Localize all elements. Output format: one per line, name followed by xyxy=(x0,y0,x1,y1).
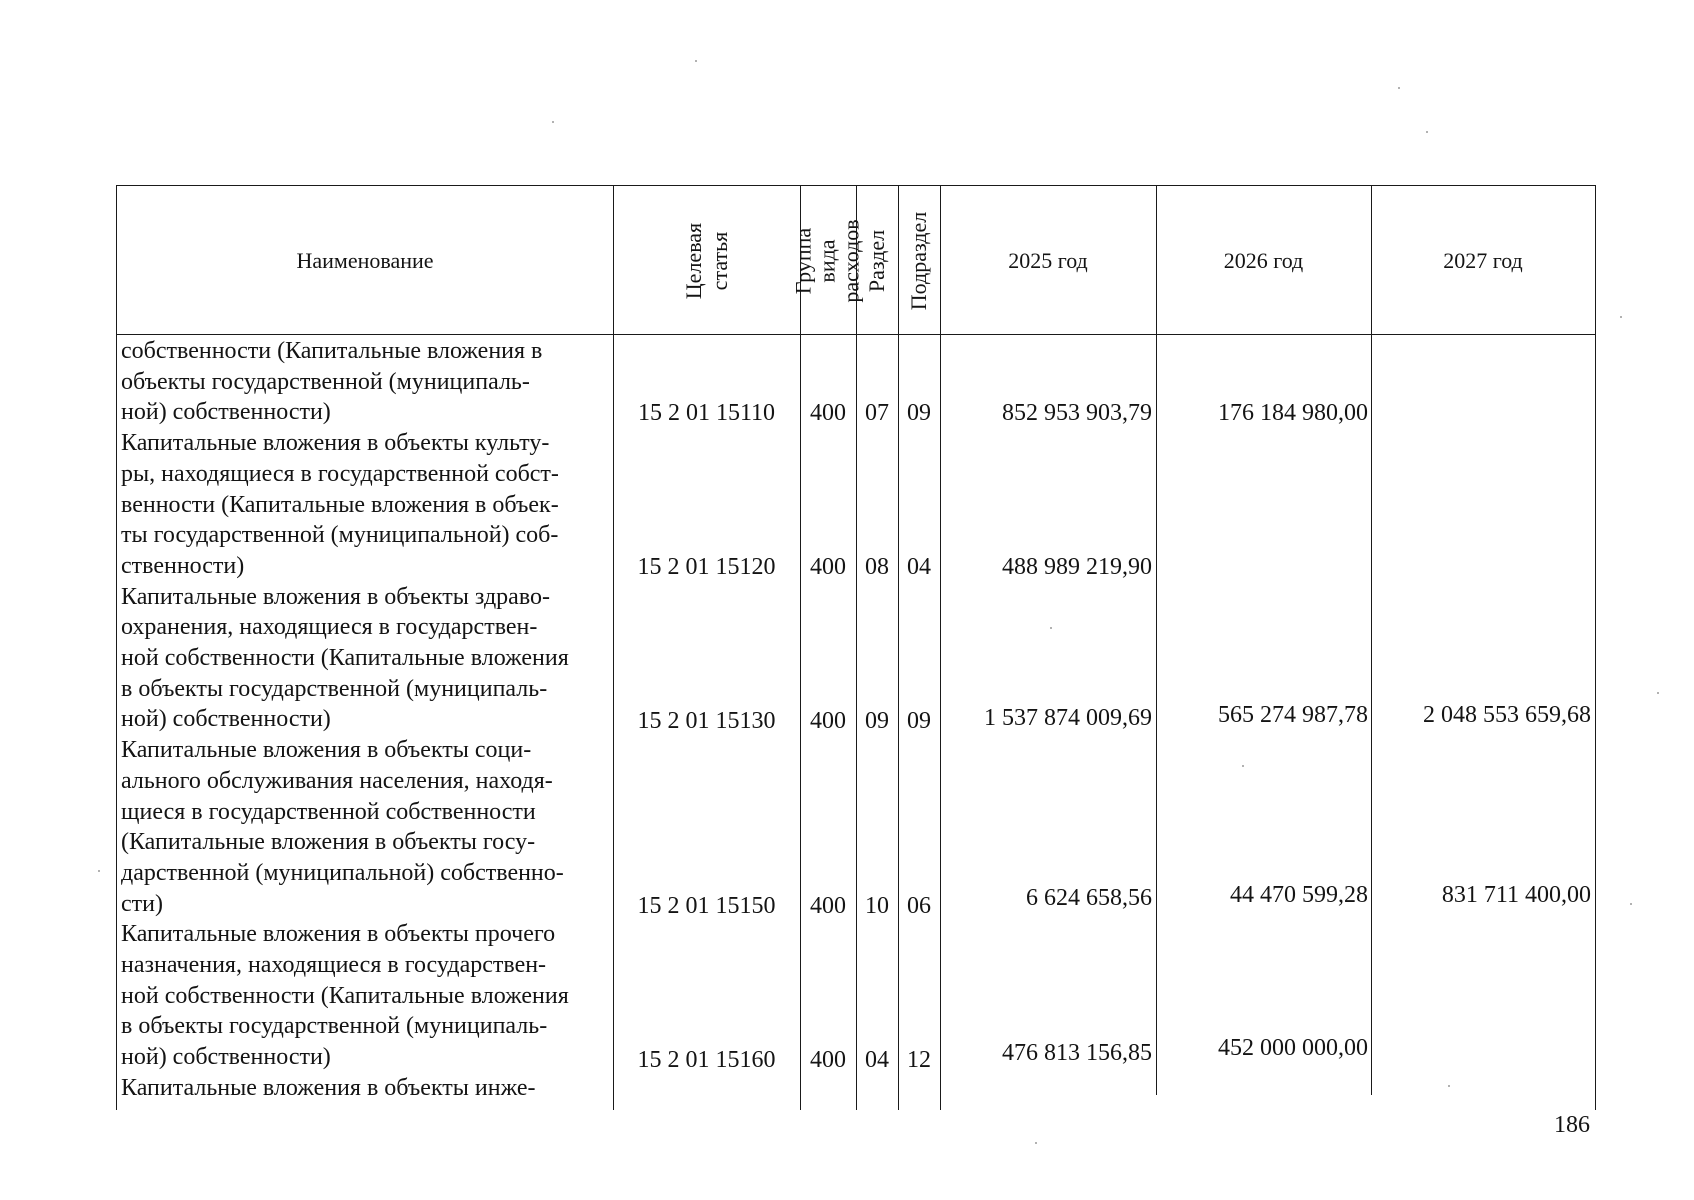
name-line: Капитальные вложения в объекты культу- xyxy=(121,430,550,457)
scan-speck xyxy=(1426,131,1428,133)
scan-speck xyxy=(1630,903,1632,905)
row-3-section: 09 xyxy=(865,708,889,734)
row-1-section: 07 xyxy=(865,400,889,426)
row-4-section: 10 xyxy=(865,893,889,919)
name-line: ственности) xyxy=(121,552,245,579)
name-line: ной) собственности) xyxy=(121,399,331,426)
row-1-group: 400 xyxy=(810,400,846,426)
name-line: собственности (Капитальные вложения в xyxy=(121,338,543,364)
name-column xyxy=(121,336,607,1104)
header-group-label: Группа вида расходов xyxy=(791,219,864,303)
row-4-group: 400 xyxy=(810,893,846,919)
header-group xyxy=(791,186,864,336)
name-block xyxy=(121,336,607,1104)
name-line: ной собственности (Капитальные вложения xyxy=(121,645,569,672)
scan-speck xyxy=(98,870,100,872)
name-line: объекты государственной (муниципаль- xyxy=(121,368,530,395)
row-3-2026: 565 274 987,78 xyxy=(1218,702,1368,728)
name-line: Капитальные вложения в объекты здраво- xyxy=(121,583,550,610)
name-line: в объекты государственной (муниципаль- xyxy=(121,1013,548,1040)
header-2026-label: 2026 год xyxy=(1223,248,1304,273)
row-2-section: 08 xyxy=(865,554,889,580)
header-target xyxy=(613,186,800,336)
row-2-target: 15 2 01 15120 xyxy=(637,554,776,580)
row-5-2026: 452 000 000,00 xyxy=(1218,1035,1368,1061)
header-section xyxy=(856,186,898,336)
row-1-target: 15 2 01 15110 xyxy=(637,400,776,426)
scan-speck xyxy=(1448,1085,1450,1087)
name-line: Капитальные вложения в объекты инже- xyxy=(121,1074,536,1101)
row-3-subsection: 09 xyxy=(907,708,931,734)
scan-speck xyxy=(1398,87,1400,89)
budget-table xyxy=(116,185,1596,1110)
header-2025 xyxy=(940,186,1156,336)
scan-speck xyxy=(1050,627,1052,629)
row-1-subsection: 09 xyxy=(907,400,931,426)
header-name xyxy=(117,186,613,336)
row-3-2027: 2 048 553 659,68 xyxy=(1423,702,1591,728)
row-1-2025: 852 953 903,79 xyxy=(1002,400,1152,426)
scan-speck xyxy=(695,60,697,62)
row-2-subsection: 04 xyxy=(907,554,931,580)
name-line: в объекты государственной (муниципаль- xyxy=(121,675,548,702)
header-2027-label: 2027 год xyxy=(1443,248,1523,273)
row-4-subsection: 06 xyxy=(907,893,931,919)
scan-speck xyxy=(1035,1142,1037,1144)
row-4-2026: 44 470 599,28 xyxy=(1230,882,1368,908)
header-target-label: Целевая статья xyxy=(680,222,732,300)
row-3-target: 15 2 01 15130 xyxy=(637,708,776,734)
scan-speck xyxy=(1620,316,1622,318)
row-1-2026: 176 184 980,00 xyxy=(1218,400,1368,426)
name-line: Капитальные вложения в объекты соци- xyxy=(121,737,532,764)
scan-speck xyxy=(1657,692,1659,694)
name-line: ной собственности (Капитальные вложения xyxy=(121,982,569,1009)
row-3-2025: 1 537 874 009,69 xyxy=(984,705,1152,731)
row-4-2027: 831 711 400,00 xyxy=(1441,882,1591,908)
name-line: щиеся в государственной собственности xyxy=(121,798,536,825)
name-line: ной) собственности) xyxy=(121,706,331,733)
header-section-label: Раздел xyxy=(864,229,890,293)
header-subsection xyxy=(898,186,940,336)
row-2-group: 400 xyxy=(810,554,846,580)
row-5-section: 04 xyxy=(865,1047,889,1073)
header-2026 xyxy=(1156,186,1371,336)
header-subsection-label: Подраздел xyxy=(906,211,932,311)
header-2025-label: 2025 год xyxy=(1008,248,1088,273)
name-line: дарственной (муниципальной) собственно- xyxy=(121,859,564,886)
name-line: охранения, находящиеся в государствен- xyxy=(121,614,538,641)
name-line: ной) собственности) xyxy=(121,1044,331,1071)
page-number: 186 xyxy=(1554,1112,1590,1138)
name-line: назначения, находящиеся в государствен- xyxy=(121,952,547,979)
row-5-group: 400 xyxy=(810,1047,846,1073)
scan-speck xyxy=(1242,765,1244,767)
scan-speck xyxy=(552,121,554,123)
name-line: ты государственной (муниципальной) соб- xyxy=(121,522,559,549)
header-name-label: Наименование xyxy=(296,248,434,273)
name-line: венности (Капитальные вложения в объек- xyxy=(121,491,559,518)
row-2-2025: 488 989 219,90 xyxy=(1002,554,1152,580)
name-line: сти) xyxy=(121,890,163,917)
row-5-subsection: 12 xyxy=(907,1047,931,1073)
row-4-target: 15 2 01 15150 xyxy=(637,893,776,919)
name-line: ального обслуживания населения, находя- xyxy=(121,767,553,794)
name-line: Капитальные вложения в объекты прочего xyxy=(121,921,556,948)
name-line: ры, находящиеся в государственной собст- xyxy=(121,460,559,487)
row-3-group: 400 xyxy=(810,708,846,734)
row-5-2025: 476 813 156,85 xyxy=(1002,1040,1152,1066)
row-5-target: 15 2 01 15160 xyxy=(637,1047,776,1073)
header-2027 xyxy=(1371,186,1595,336)
name-line: (Капитальные вложения в объекты госу- xyxy=(121,829,536,856)
row-4-2025: 6 624 658,56 xyxy=(1026,885,1152,911)
